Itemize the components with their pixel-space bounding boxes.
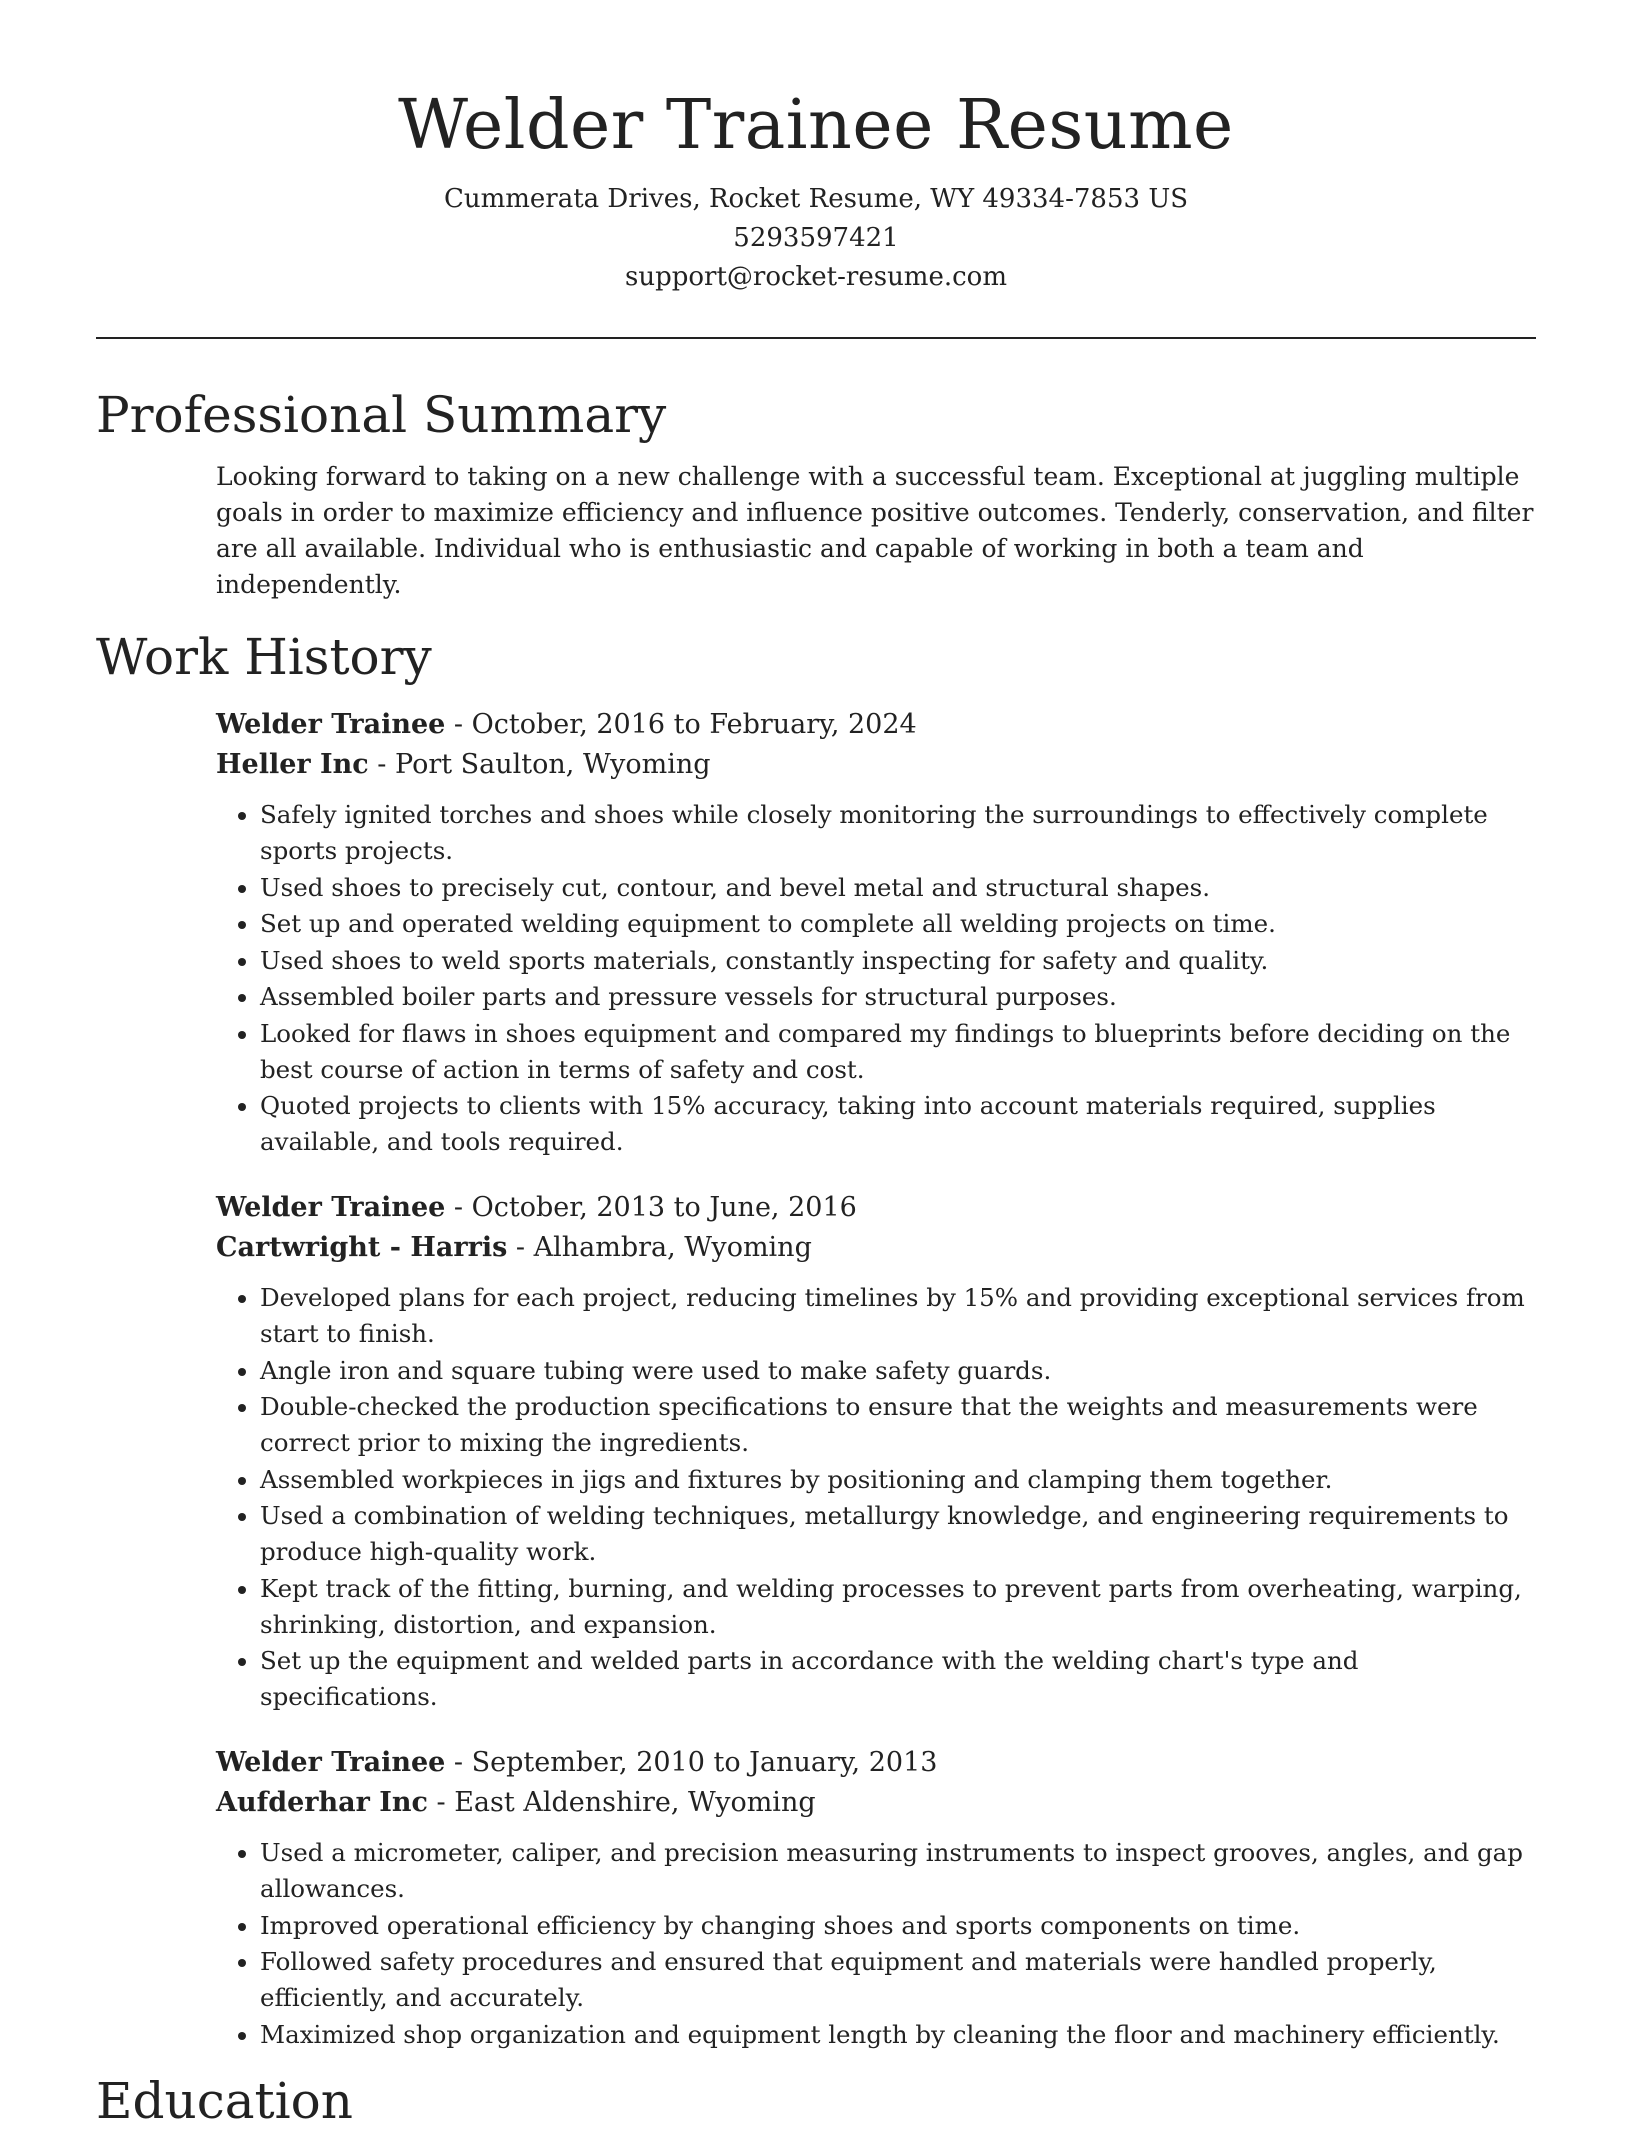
job-bullet: • Used shoes to weld sports materials, constantly inspecting for safety and quality.	[260, 943, 1536, 979]
job-bullet: • Used a micrometer, caliper, and precision measuring instruments to inspect grooves, angles, and gap allowances.	[260, 1835, 1536, 1907]
job-dates: - October, 2013 to June, 2016	[445, 1192, 857, 1223]
job-company-line	[216, 1228, 1536, 1268]
job-company: Cartwright - Harris	[216, 1232, 508, 1263]
job-entry	[96, 1743, 1536, 2053]
contact-phone: 5293597421	[733, 223, 899, 253]
job-bullet: • Angle iron and square tubing were used to make safety guards.	[260, 1353, 1536, 1389]
job-dates: - September, 2010 to January, 2013	[445, 1747, 938, 1778]
job-location: - East Aldenshire, Wyoming	[427, 1787, 816, 1818]
job-bullet: • Used a combination of welding techniques, metallurgy knowledge, and engineering requirements to produce high-quality work.	[260, 1498, 1536, 1570]
summary-heading: Professional Summary	[96, 386, 667, 444]
job-entry	[96, 1188, 1536, 1715]
job-title: Welder Trainee	[216, 1192, 446, 1223]
job-title: Welder Trainee	[216, 709, 446, 740]
job-company-line	[216, 1783, 1536, 1823]
education-section	[96, 2069, 1536, 2133]
job-bullet: • Double-checked the production specifications to ensure that the weights and measurements were correct prior to mixing the ingredients.	[260, 1389, 1536, 1461]
job-bullet: • Set up the equipment and welded parts in accordance with the welding chart's type and specifications.	[260, 1643, 1536, 1715]
job-title-line	[216, 705, 1536, 745]
job-title-line	[216, 1743, 1536, 1783]
summary-section	[96, 383, 1536, 603]
job-bullet: • Assembled boiler parts and pressure vessels for structural purposes.	[260, 979, 1536, 1015]
job-title-line	[216, 1188, 1536, 1228]
job-bullet: • Set up and operated welding equipment to complete all welding projects on time.	[260, 906, 1536, 942]
job-bullet: • Used shoes to precisely cut, contour, and bevel metal and structural shapes.	[260, 870, 1536, 906]
job-bullet: • Quoted projects to clients with 15% accuracy, taking into account materials required, supplies available, and tools required.	[260, 1088, 1536, 1160]
job-company: Heller Inc	[216, 749, 369, 780]
resume-header	[96, 0, 1536, 297]
job-title: Welder Trainee	[216, 1747, 446, 1778]
job-bullet: • Developed plans for each project, reducing timelines by 15% and providing exceptional services from start to finish.	[260, 1280, 1536, 1352]
job-bullets	[216, 797, 1536, 1160]
work-history-section	[96, 625, 1536, 2053]
job-bullet: • Assembled workpieces in jigs and fixtures by positioning and clamping them together.	[260, 1462, 1536, 1498]
job-dates: - October, 2016 to February, 2024	[445, 709, 917, 740]
contact-address: Cummerata Drives, Rocket Resume, WY 49334-7853 US	[443, 184, 1189, 214]
job-location: - Alhambra, Wyoming	[507, 1232, 812, 1263]
resume-title: Welder Trainee Resume	[398, 86, 1234, 165]
job-bullet: • Maximized shop organization and equipment length by cleaning the floor and machinery efficiently.	[260, 2017, 1536, 2053]
job-bullet: • Safely ignited torches and shoes while closely monitoring the surroundings to effectively complete sports projects.	[260, 797, 1536, 869]
header-divider	[96, 337, 1536, 339]
contact-block	[96, 180, 1536, 297]
work-history-heading: Work History	[96, 628, 432, 686]
job-location: - Port Saulton, Wyoming	[368, 749, 711, 780]
job-bullet: • Looked for flaws in shoes equipment and compared my findings to blueprints before deciding on the best course of action in terms of safety and cost.	[260, 1016, 1536, 1088]
job-bullet: • Improved operational efficiency by changing shoes and sports components on time.	[260, 1908, 1536, 1944]
job-company: Aufderhar Inc	[216, 1787, 428, 1818]
summary-text: Looking forward to taking on a new challenge with a successful team. Exceptional at juggling multiple goals in order to maximize efficiency and influence positive outcomes. Tenderly, conservation, and filter are all available. Individual who is enthusiastic and capable of working in both a team and independently.	[216, 462, 1534, 599]
education-heading: Education	[96, 2071, 353, 2130]
job-company-line	[216, 745, 1536, 785]
job-bullet: • Kept track of the fitting, burning, and welding processes to prevent parts from overheating, warping, shrinking, distortion, and expansion.	[260, 1571, 1536, 1643]
contact-email: support@rocket-resume.com	[624, 262, 1007, 292]
job-bullets	[216, 1835, 1536, 2053]
job-bullet: • Followed safety procedures and ensured that equipment and materials were handled properly, efficiently, and accurately.	[260, 1944, 1536, 2016]
job-entry	[96, 705, 1536, 1160]
job-bullets	[216, 1280, 1536, 1715]
